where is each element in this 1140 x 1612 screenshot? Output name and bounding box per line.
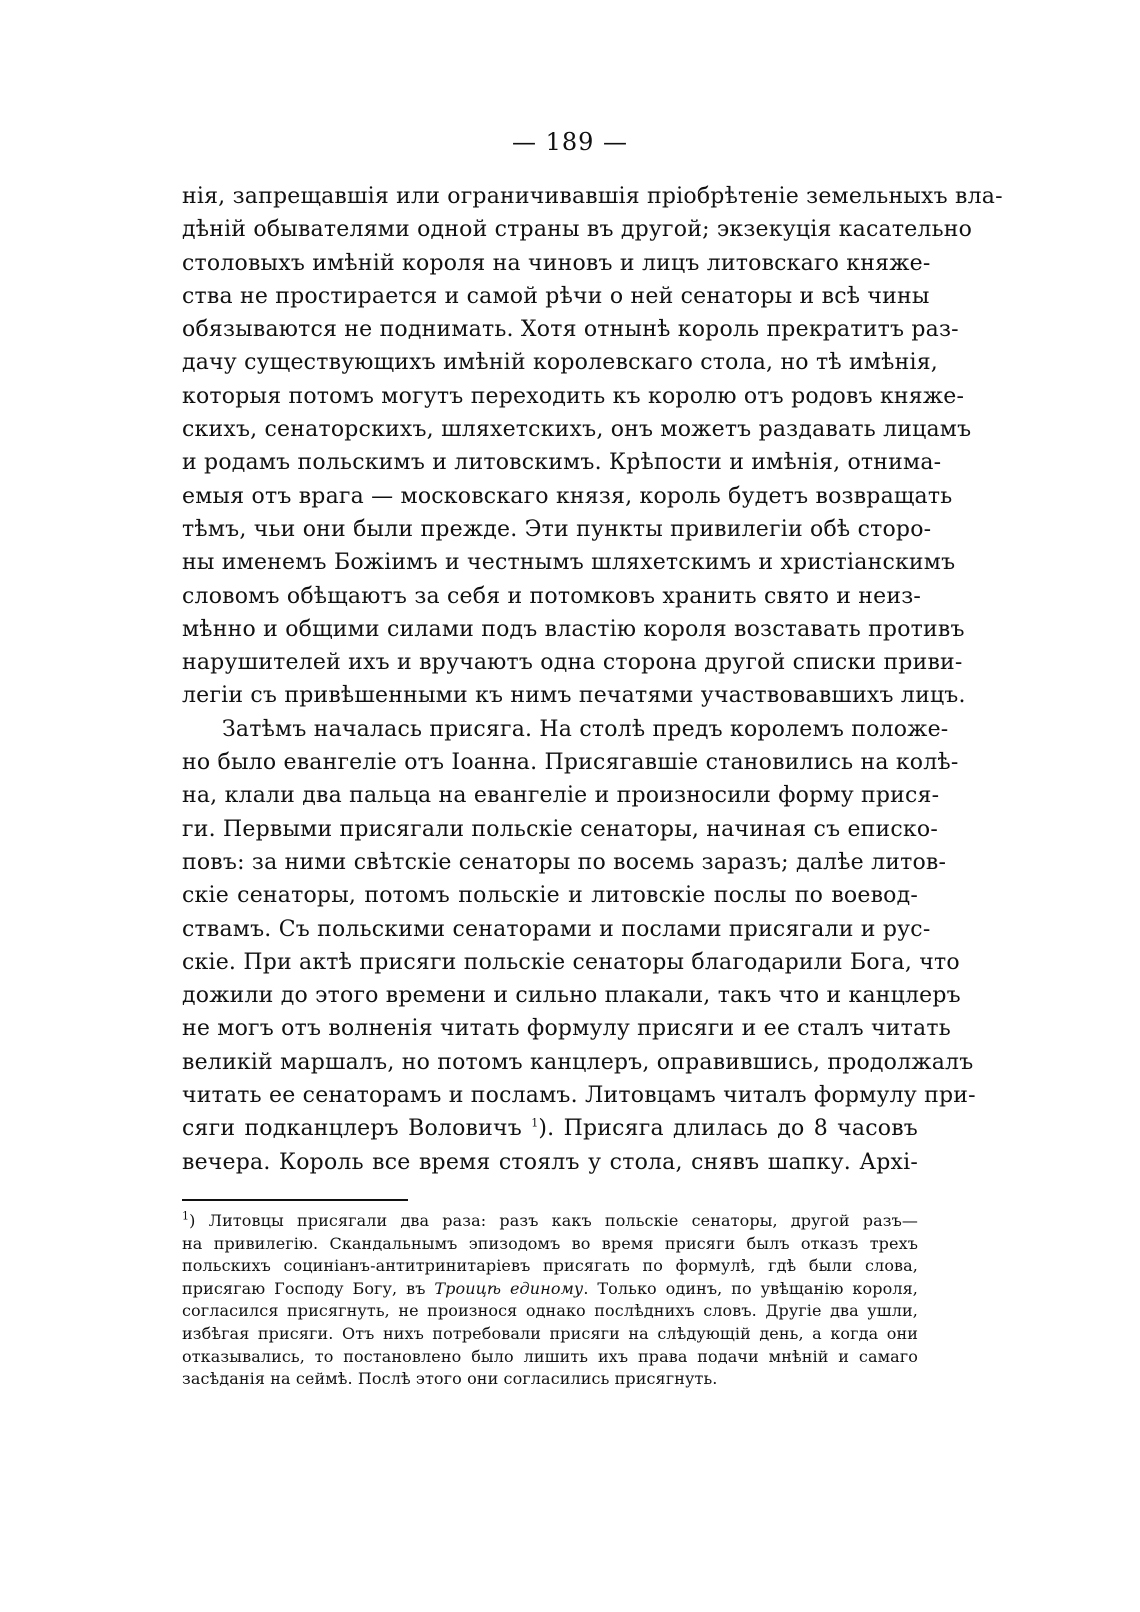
body-line: ствамъ. Съ польскими сенаторами и послами присягали и рус- xyxy=(182,916,931,942)
body-line-with-footnote-ref xyxy=(182,1112,918,1145)
body-line: ства не простирается и самой рѣчи о ней сенаторы и всѣ чины xyxy=(182,283,930,309)
body-line: нарушителей ихъ и вручаютъ одна сторона другой списки приви- xyxy=(182,650,963,676)
footnote-line: избѣгая присяги. Отъ нихъ потребовали присяги на слѣдующій день, а когда они xyxy=(182,1323,918,1343)
body-line-part: сяги подканцлеръ Воловичъ xyxy=(182,1116,532,1142)
body-line: читать ее сенаторамъ и посламъ. Литовцамъ читалъ формулу при- xyxy=(182,1083,976,1109)
footnote-line xyxy=(182,1210,918,1233)
body-line: великій маршалъ, но потомъ канцлеръ, оправившись, продолжалъ xyxy=(182,1049,974,1075)
body-line: скихъ, сенаторскихъ, шляхетскихъ, онъ можетъ раздавать лицамъ xyxy=(182,417,972,443)
body-line: легіи съ привѣшенными къ нимъ печатями участвовавшихъ лицъ. xyxy=(182,683,966,709)
footnote-reference-mark: 1 xyxy=(531,1116,539,1130)
body-line: не могъ отъ волненія читать формулу присяги и ее сталъ читать xyxy=(182,1016,951,1042)
body-line: столовыхъ имѣній короля на чиновъ и лицъ литовскаго княже- xyxy=(182,250,931,276)
body-line: словомъ обѣщаютъ за себя и потомковъ хранить свято и неиз- xyxy=(182,583,922,609)
footnote-line xyxy=(182,1278,918,1301)
body-line: емыя отъ врага — московскаго князя, король будетъ возвращать xyxy=(182,483,953,509)
body-line: и родамъ польскимъ и литовскимъ. Крѣпости и имѣнія, отнима- xyxy=(182,450,942,476)
footnote-line: на привилегію. Скандальнымъ эпизодомъ во время присяги былъ отказъ трехъ xyxy=(182,1233,918,1253)
body-text xyxy=(182,180,1003,1179)
footnote-italic-phrase: Троицѣ единому xyxy=(434,1278,584,1298)
body-line: мѣнно и общими силами подъ властію короля возставать противъ xyxy=(182,616,965,642)
body-line: скіе сенаторы, потомъ польскіе и литовскіе послы по воевод- xyxy=(182,883,918,909)
footnote-line-text: ) Литовцы присягали два раза: разъ какъ польскіе сенаторы, другой разъ— xyxy=(189,1211,918,1230)
body-line: ны именемъ Божіимъ и честнымъ шляхетскимъ и христіанскимъ xyxy=(182,550,956,576)
footnote-line: засѣданія на сеймѣ. Послѣ этого они согласились присягнуть. xyxy=(182,1369,718,1389)
body-line-part: ). Присяга длилась до 8 часовъ xyxy=(538,1116,918,1142)
footnote-line-text: присягаю Господу Богу, въ xyxy=(182,1278,435,1298)
body-line: вечера. Король все время стоялъ у стола, снявъ шапку. Архі- xyxy=(182,1149,918,1175)
footnote-line: польскихъ социніанъ-антитринитаріевъ присягать по формулѣ, гдѣ были слова, xyxy=(182,1256,918,1276)
footnote-line: отказывались, то постановлено было лишить ихъ права подачи мнѣній и самаго xyxy=(182,1346,918,1366)
body-line: но было евангеліе отъ Іоанна. Присягавшіе становились на колѣ- xyxy=(182,750,959,776)
body-line: которыя потомъ могутъ переходить къ королю отъ родовъ княже- xyxy=(182,383,965,409)
footnote xyxy=(182,1210,918,1391)
footnote-mark: 1 xyxy=(182,1209,190,1223)
body-line: нія, запрещавшія или ограничивавшія пріобрѣтеніе земельныхъ вла- xyxy=(182,184,1003,209)
page-number: — 189 — xyxy=(511,128,629,156)
paragraph-start-line: Затѣмъ началась присяга. На столѣ предъ королемъ положе- xyxy=(222,716,949,742)
footnote-line-text: . Только одинъ, по увѣщанію короля, xyxy=(583,1278,918,1298)
body-line: дачу существующихъ имѣній королевскаго стола, но тѣ имѣнія, xyxy=(182,350,938,376)
body-line: дѣній обывателями одной страны въ другой; экзекуція касательно xyxy=(182,217,973,243)
body-line: на, клали два пальца на евангеліе и произносили форму прися- xyxy=(182,783,940,809)
body-line: тѣмъ, чьи они были прежде. Эти пункты привилегіи обѣ сторо- xyxy=(182,516,932,542)
footnote-divider xyxy=(182,1199,408,1201)
body-line: ги. Первыми присягали польскіе сенаторы, начиная съ еписко- xyxy=(182,816,938,842)
body-line: дожили до этого времени и сильно плакали, такъ что и канцлеръ xyxy=(182,983,961,1009)
footnote-line: согласился присягнуть, не произнося однако послѣднихъ словъ. Другіе два ушли, xyxy=(182,1301,918,1321)
body-line: обязываются не поднимать. Хотя отнынѣ король прекратитъ раз- xyxy=(182,317,959,343)
body-line: повъ: за ними свѣтскіе сенаторы по восемь заразъ; далѣе литов- xyxy=(182,849,947,875)
body-line: скіе. При актѣ присяги польскіе сенаторы благодарили Бога, что xyxy=(182,949,960,975)
